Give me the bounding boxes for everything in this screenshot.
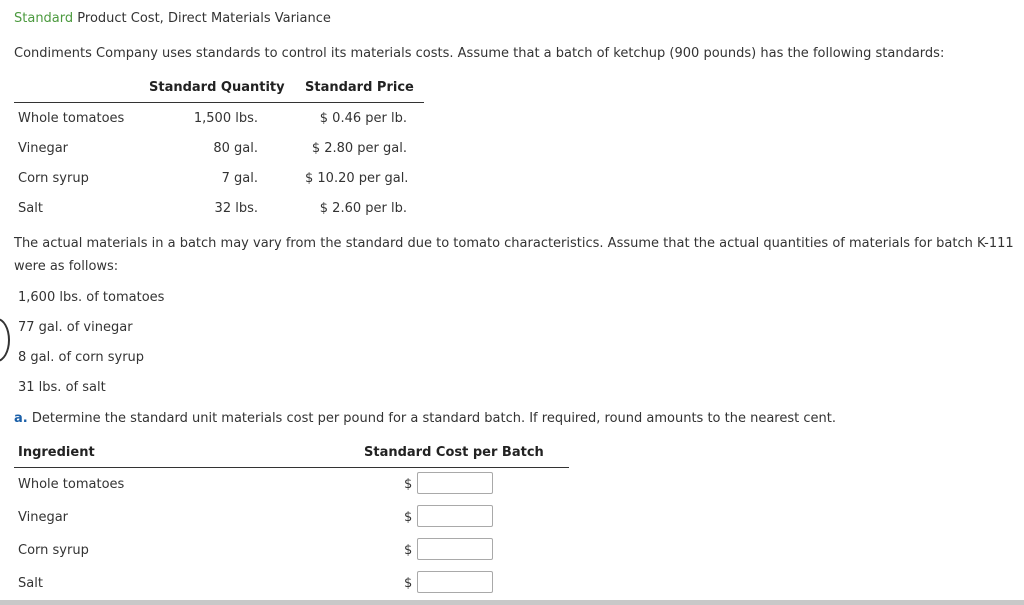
standards-ingredient: Vinegar	[18, 141, 69, 156]
question-a	[14, 411, 836, 426]
title-brand-word: Standard	[14, 11, 74, 26]
question-letter: a.	[14, 411, 28, 426]
currency-symbol: $	[404, 477, 413, 492]
answer-ingredient: Corn syrup	[18, 543, 89, 558]
standards-ingredient: Salt	[18, 201, 43, 216]
standards-header-divider	[14, 102, 424, 103]
standards-row	[0, 141, 440, 161]
standard-cost-header: Standard Cost per Batch	[364, 445, 544, 460]
title-rest: Product Cost, Direct Materials Variance	[73, 11, 331, 26]
answer-header-divider	[14, 467, 569, 468]
standards-quantity: 7 gal.	[221, 171, 258, 186]
actual-quantity-item: 77 gal. of vinegar	[18, 320, 133, 335]
corn-syrup-cost-input[interactable]	[417, 538, 493, 560]
standards-price: $ 0.46 per lb.	[319, 111, 407, 126]
standards-quantity: 80 gal.	[213, 141, 258, 156]
answer-row	[0, 505, 560, 531]
actual-quantity-item: 31 lbs. of salt	[18, 380, 106, 395]
currency-symbol: $	[404, 510, 413, 525]
page-title	[14, 11, 331, 26]
answer-row	[0, 571, 560, 597]
standards-price: $ 10.20 per gal.	[305, 171, 409, 186]
actual-quantity-item: 8 gal. of corn syrup	[18, 350, 145, 365]
horizontal-scrollbar[interactable]	[0, 600, 1024, 605]
standard-quantity-header: Standard Quantity	[149, 80, 285, 95]
standards-quantity: 32 lbs.	[214, 201, 258, 216]
standards-row	[0, 171, 440, 191]
actual-quantities-intro: The actual materials in a batch may vary from the standard due to tomato characteristics. Assume that the actual quantities of materials for batch K-111 were as follows:	[14, 236, 1014, 274]
standards-row	[0, 201, 440, 221]
vinegar-cost-input[interactable]	[417, 505, 493, 527]
currency-symbol: $	[404, 543, 413, 558]
answer-row	[0, 538, 560, 564]
intro-paragraph: Condiments Company uses standards to control its materials costs. Assume that a batch of ketchup (900 pounds) has the following standards:	[14, 46, 945, 61]
salt-cost-input[interactable]	[417, 571, 493, 593]
standards-price: $ 2.80 per gal.	[311, 141, 407, 156]
standards-price: $ 2.60 per lb.	[319, 201, 407, 216]
answer-row	[0, 472, 560, 498]
answer-ingredient: Salt	[18, 576, 43, 591]
currency-symbol: $	[404, 576, 413, 591]
answer-ingredient: Whole tomatoes	[18, 477, 125, 492]
standards-ingredient: Corn syrup	[18, 171, 89, 186]
whole-tomatoes-cost-input[interactable]	[417, 472, 493, 494]
answer-ingredient: Vinegar	[18, 510, 69, 525]
side-bracket-mark	[0, 318, 10, 362]
standards-row	[0, 111, 440, 131]
question-text: Determine the standard unit materials cost per pound for a standard batch. If required, round amounts to the nearest cent.	[27, 411, 836, 426]
ingredient-header: Ingredient	[18, 445, 95, 460]
actual-quantity-item: 1,600 lbs. of tomatoes	[18, 290, 165, 305]
standards-quantity: 1,500 lbs.	[193, 111, 258, 126]
standards-ingredient: Whole tomatoes	[18, 111, 125, 126]
standard-price-header: Standard Price	[305, 80, 414, 95]
